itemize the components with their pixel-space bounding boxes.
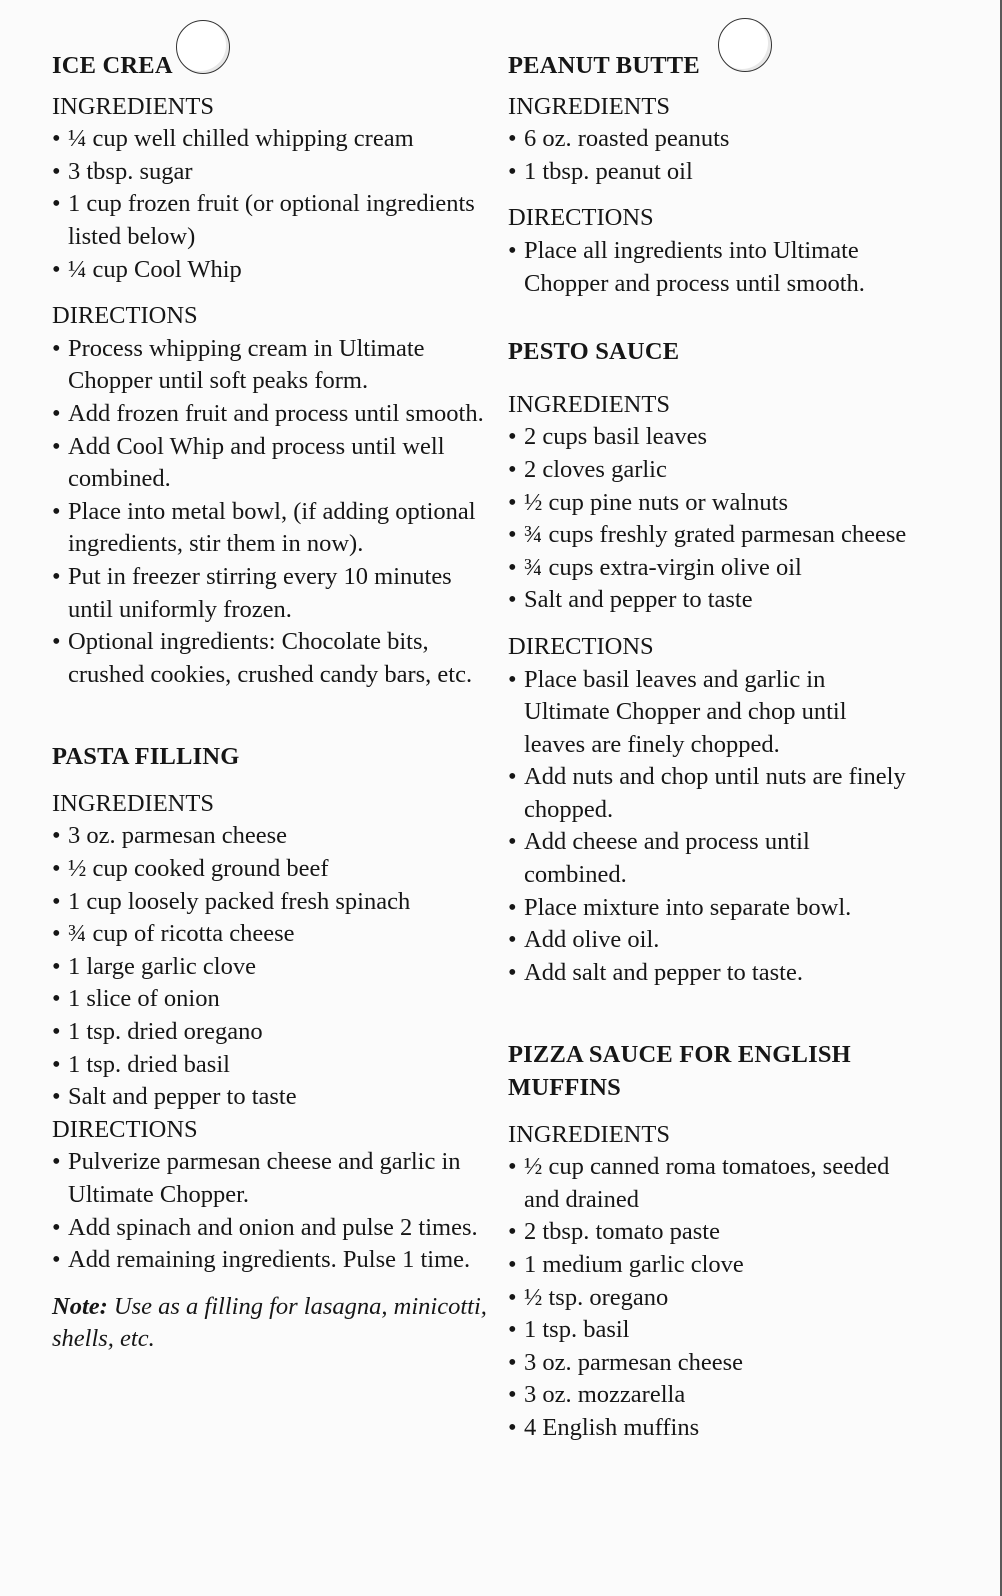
list-item: • ½ cup pine nuts or walnuts xyxy=(508,487,908,520)
pizza-sauce-recipe xyxy=(508,1039,908,1444)
pesto-sauce-recipe xyxy=(508,336,908,989)
list-item: • Optional ingredients: Chocolate bits, crushed cookies, crushed candy bars, etc. xyxy=(52,626,492,691)
left-column xyxy=(52,50,492,1356)
list-item: • 1 cup frozen fruit (or optional ingredients listed below) xyxy=(52,188,492,253)
list-item: • Add nuts and chop until nuts are finely chopped. xyxy=(508,761,908,826)
ingredients-heading: INGREDIENTS xyxy=(52,92,214,120)
list-item: • 2 cloves garlic xyxy=(508,454,908,487)
list-item: • Add cheese and process until combined. xyxy=(508,826,908,891)
list-item: • ¾ cup of ricotta cheese xyxy=(52,918,492,951)
list-item: • ¾ cups extra-virgin olive oil xyxy=(508,552,908,585)
list-item: • Salt and pepper to taste xyxy=(52,1081,492,1114)
list-item: • Add spinach and onion and pulse 2 times. xyxy=(52,1212,492,1245)
directions-list xyxy=(52,333,492,692)
list-item: • Place basil leaves and garlic in Ultimate Chopper and chop until leaves are finely chopped. xyxy=(508,664,908,762)
ingredients-list xyxy=(52,123,492,286)
list-item: • Add salt and pepper to taste. xyxy=(508,957,908,990)
list-item: • 1 tbsp. peanut oil xyxy=(508,156,908,189)
list-item: • 1 tsp. dried basil xyxy=(52,1049,492,1082)
ingredients-list xyxy=(52,820,492,1113)
list-item: • 1 tsp. basil xyxy=(508,1314,908,1347)
list-item: • Add Cool Whip and process until well combined. xyxy=(52,431,492,496)
list-item: • ½ cup canned roma tomatoes, seeded and drained xyxy=(508,1151,908,1216)
list-item: • Salt and pepper to taste xyxy=(508,584,908,617)
list-item: • Pulverize parmesan cheese and garlic in Ultimate Chopper. xyxy=(52,1146,492,1211)
list-item: • 3 oz. mozzarella xyxy=(508,1379,908,1412)
list-item: • Add remaining ingredients. Pulse 1 time. xyxy=(52,1244,492,1277)
list-item: • ½ cup cooked ground beef xyxy=(52,853,492,886)
list-item: • Process whipping cream in Ultimate Chopper until soft peaks form. xyxy=(52,333,492,398)
ingredients-list xyxy=(508,421,908,617)
recipe-title: PIZZA SAUCE FOR ENGLISH MUFFINS xyxy=(508,1041,851,1102)
pasta-filling-recipe xyxy=(52,741,492,1356)
list-item: • 1 cup loosely packed fresh spinach xyxy=(52,886,492,919)
peanut-butter-recipe xyxy=(508,50,908,300)
list-item: • Place all ingredients into Ultimate Chopper and process until smooth. xyxy=(508,235,908,300)
note-text: Use as a filling for lasagna, minicotti, shells, etc. xyxy=(52,1292,487,1353)
list-item: • 6 oz. roasted peanuts xyxy=(508,123,908,156)
list-item: • 2 cups basil leaves xyxy=(508,421,908,454)
list-item: • Put in freezer stirring every 10 minutes until uniformly frozen. xyxy=(52,561,492,626)
list-item: • ¼ cup Cool Whip xyxy=(52,254,492,287)
directions-heading: DIRECTIONS xyxy=(52,302,198,330)
ingredients-heading: INGREDIENTS xyxy=(52,789,214,817)
list-item: • 2 tbsp. tomato paste xyxy=(508,1216,908,1249)
directions-heading: DIRECTIONS xyxy=(508,632,654,660)
list-item: • 1 slice of onion xyxy=(52,983,492,1016)
directions-list xyxy=(508,235,908,300)
list-item: • ¾ cups freshly grated parmesan cheese xyxy=(508,519,908,552)
recipe-note xyxy=(52,1291,492,1356)
recipe-title: PEANUT BUTTE xyxy=(508,52,700,79)
note-label: Note: xyxy=(52,1292,108,1320)
list-item: • 3 oz. parmesan cheese xyxy=(52,820,492,853)
ice-cream-recipe xyxy=(52,50,492,691)
list-item: • 1 tsp. dried oregano xyxy=(52,1016,492,1049)
list-item: • Place mixture into separate bowl. xyxy=(508,892,908,925)
directions-heading: DIRECTIONS xyxy=(52,1115,198,1143)
directions-list xyxy=(508,664,908,990)
right-column xyxy=(508,50,908,1445)
ingredients-heading: INGREDIENTS xyxy=(508,390,670,418)
ingredients-heading: INGREDIENTS xyxy=(508,1120,670,1148)
list-item: • 3 oz. parmesan cheese xyxy=(508,1347,908,1380)
list-item: • ½ tsp. oregano xyxy=(508,1282,908,1315)
directions-heading: DIRECTIONS xyxy=(508,204,654,232)
ingredients-list xyxy=(508,1151,908,1444)
ingredients-heading: INGREDIENTS xyxy=(508,92,670,120)
list-item: • 1 large garlic clove xyxy=(52,951,492,984)
directions-list xyxy=(52,1146,492,1276)
list-item: • 3 tbsp. sugar xyxy=(52,156,492,189)
list-item: • 4 English muffins xyxy=(508,1412,908,1445)
list-item: • 1 medium garlic clove xyxy=(508,1249,908,1282)
recipe-title: ICE CREA xyxy=(52,52,173,79)
list-item: • Add olive oil. xyxy=(508,924,908,957)
list-item: • ¼ cup well chilled whipping cream xyxy=(52,123,492,156)
list-item: • Place into metal bowl, (if adding optional ingredients, stir them in now). xyxy=(52,496,492,561)
ingredients-list xyxy=(508,123,908,188)
recipe-title: PESTO SAUCE xyxy=(508,338,680,366)
recipe-title: PASTA FILLING xyxy=(52,743,240,771)
list-item: • Add frozen fruit and process until smooth. xyxy=(52,398,492,431)
